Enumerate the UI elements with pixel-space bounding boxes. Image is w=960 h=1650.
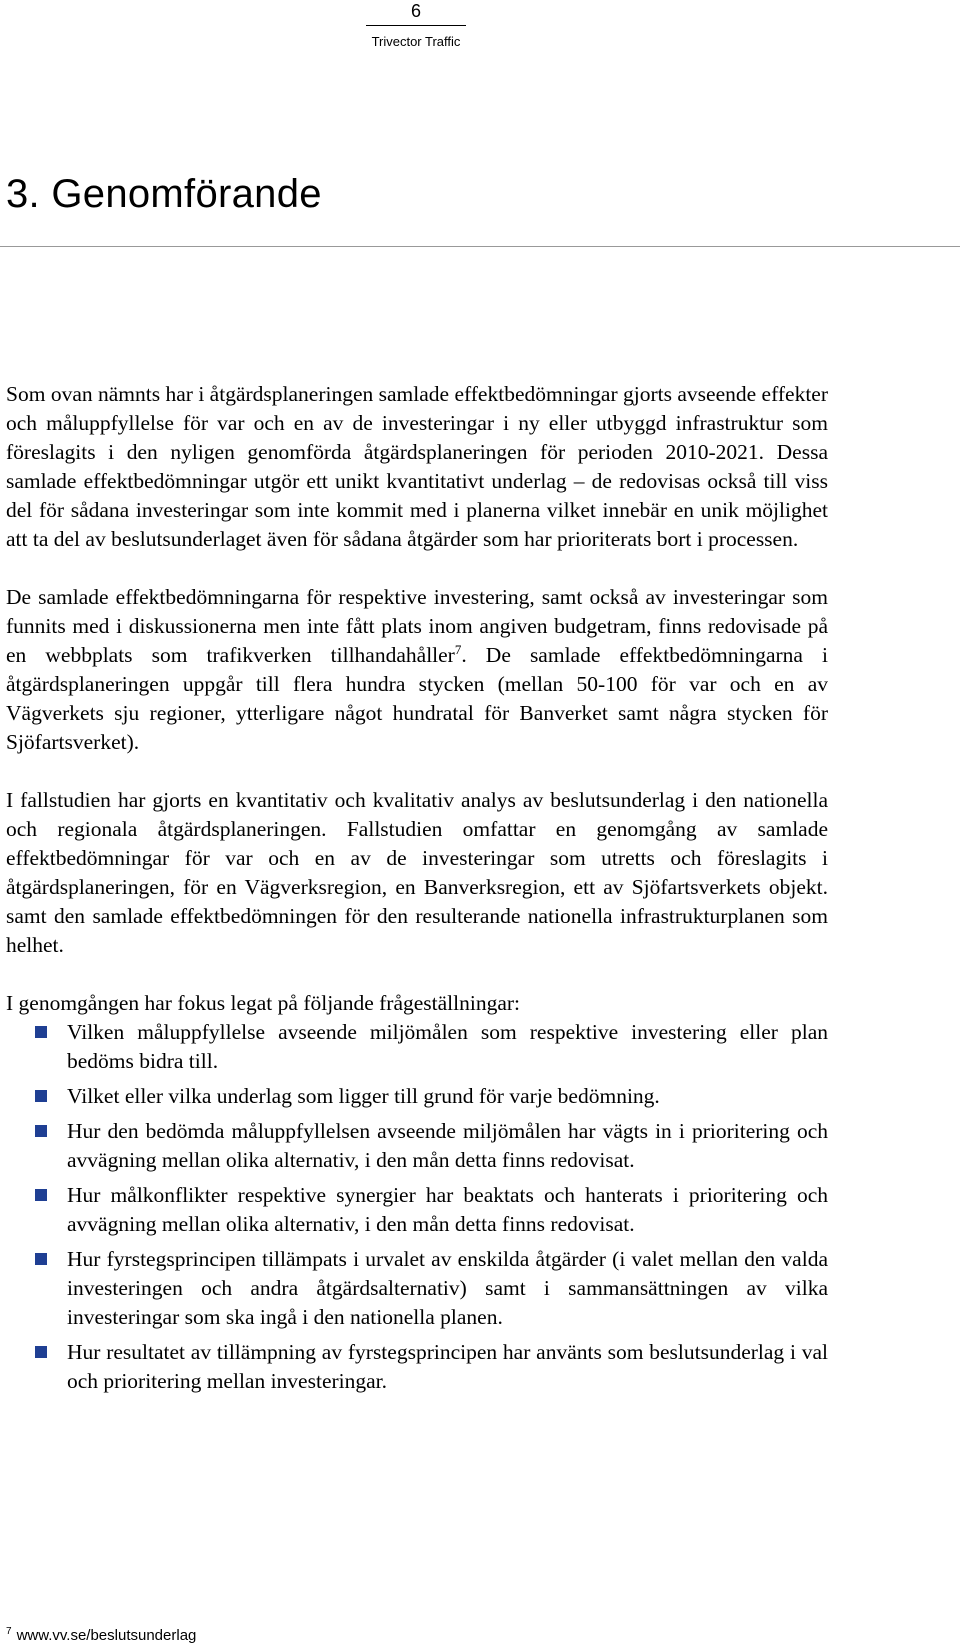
footnote-reference: 7 (454, 641, 462, 657)
paragraph-questions-intro: I genomgången har fokus legat på följande frågeställningar: (6, 991, 521, 1015)
list-item (6, 1338, 828, 1396)
list-item-text: Hur resultatet av tillämpning av fyrstegsprincipen har använts som beslutsunderlag i val och prioritering mellan investeringar. (67, 1340, 828, 1393)
footnote-number: 7 (6, 1626, 12, 1637)
square-bullet-icon (35, 1189, 47, 1201)
list-item-text: Hur målkonflikter respektive synergier har beaktats och hanterats i prioritering och avvägning mellan olika alternativ, i den mån detta finns redovisat. (67, 1183, 828, 1236)
paragraph-sources: De samlade effektbedömningarna för respektive investering, samt också av investeringar som funnits med i diskussionerna men inte fått plats inom angiven budgetram, finns redovisade på en webbplats som trafikverken tillhandahåller$^7$. De samlade effektbedömningarna i åtgärdsplaneringen uppgår till flera hundra stycken (mellan 50-100 för var och en av Vägverkets sju regioner, ytterligare något hundratal för Banverket samt några stycken för Sjöfartsverket). (6, 585, 828, 754)
list-item-text: Vilken måluppfyllelse avseende miljömålen som respektive investering eller plan bedöms bidra till. (67, 1020, 828, 1073)
square-bullet-icon (35, 1090, 47, 1102)
paragraph-sources-text: De samlade effektbedömningarna för respektive investering, samt också av investeringar som funnits med i diskussionerna men inte fått plats inom angiven budgetram, finns redovisade på en webbplats som trafikverken tillhandahåller (6, 585, 828, 667)
list-item (6, 1245, 828, 1332)
paragraph-case-study: I fallstudien har gjorts en kvantitativ och kvalitativ analys av beslutsunderlag i den nationella och regionala åtgärdsplaneringen. Fallstudien omfattar en genomgång av samlade effektbedömningar för var och en av de investeringar som utretts och föreslagits i åtgärdsplaneringen, för en Vägverksregion, en Banverksregion, ett av Sjöfartsverkets objekt. samt den samlade effektbedömningen för den resulterande nationella infrastrukturplanen som helhet. (6, 788, 828, 957)
body-text (6, 380, 828, 1402)
square-bullet-icon (35, 1026, 47, 1038)
list-item-text: Vilket eller vilka underlag som ligger till grund för varje bedömning. (67, 1084, 660, 1108)
list-item (6, 1181, 828, 1239)
list-item (6, 1082, 828, 1111)
list-item-text: Hur fyrstegsprincipen tillämpats i urvalet av enskilda åtgärder (i valet mellan den valda investeringen och andra åtgärdsalternativ) samt i sammansättningen av vilka investeringar som ska ingå i den nationella planen. (67, 1247, 828, 1329)
running-title: Trivector Traffic (371, 34, 461, 49)
list-item (6, 1117, 828, 1175)
paragraph-background: Som ovan nämnts har i åtgärdsplaneringen samlade effektbedömningar gjorts avseende effekter och måluppfyllelse för var och en av de investeringar i ny eller utbyggd infrastruktur som föreslagits i den nyligen genomförda åtgärdsplaneringen för perioden 2010-2021. Dessa samlade effektbedömningar utgör ett unikt kvantitativt underlag – de redovisas också till viss del för sådana investeringar som inte kommit med i planerna vilket innebär en unik möjlighet att ta del av beslutsunderlaget även för sådana åtgärder som har prioriterats bort i processen. (6, 382, 828, 551)
footnote-link[interactable]: www.vv.se/beslutsunderlag (16, 1627, 197, 1644)
question-list (6, 1018, 828, 1396)
chapter-divider (0, 246, 960, 247)
square-bullet-icon (35, 1346, 47, 1358)
paragraph-sources-count: De samlade effektbedömningarna i åtgärdsplaneringen uppgår till flera hundra stycken (mellan 50-100 för var och en av Vägverkets sju regioner, ytterligare något hundratal för Banverket samt några stycken för Sjöfartsverket). (6, 643, 828, 754)
footnote (6, 1622, 196, 1646)
chapter-title: 3. Genomförande (6, 172, 322, 216)
square-bullet-icon (35, 1253, 47, 1265)
list-item (6, 1018, 828, 1076)
list-item-text: Hur den bedömda måluppfyllelsen avseende miljömålen har vägts in i prioritering och avvägning mellan olika alternativ, i den mån detta finns redovisat. (67, 1119, 828, 1172)
header-divider (366, 25, 466, 26)
square-bullet-icon (35, 1125, 47, 1137)
page-number: 6 (410, 1, 421, 21)
